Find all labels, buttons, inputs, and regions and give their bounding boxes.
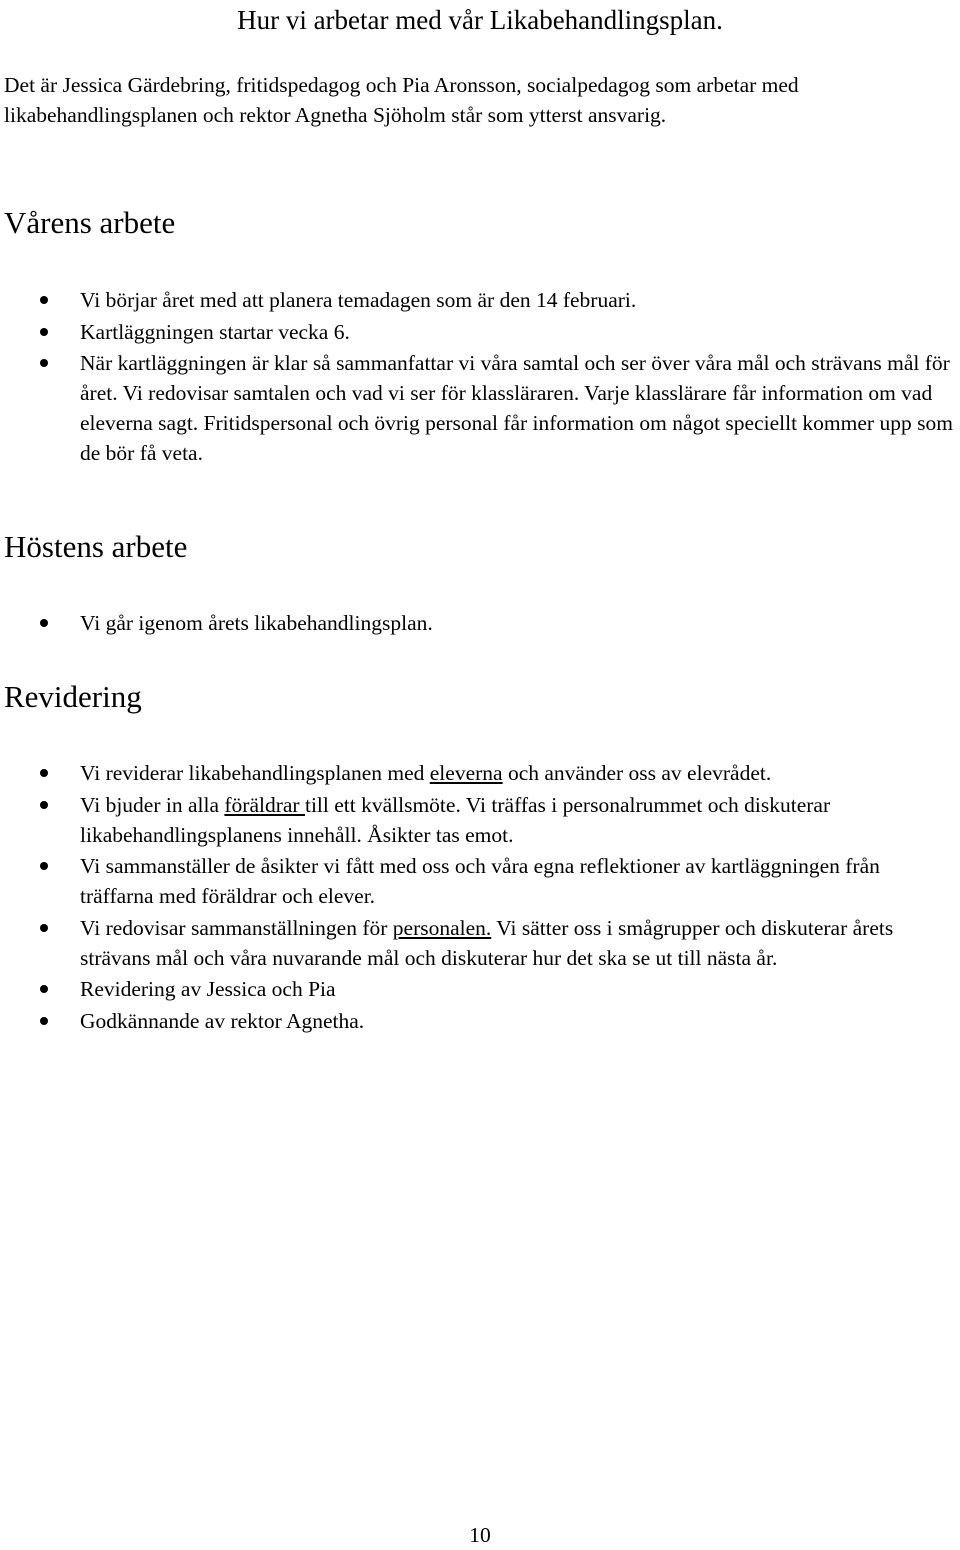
intro-paragraph: Det är Jessica Gärdebring, fritidspedagog och Pia Aronsson, socialpedagog som arbetar med likabehandlingsplanen och rektor Agnetha Sjöholm står som ytterst ansvarig. (4, 73, 799, 127)
revidering-list (0, 758, 960, 1037)
list-item: Vi redovisar sammanställningen för personalen. Vi sätter oss i smågrupper och diskuterar årets strävans mål och våra nuvarande mål och diskuterar hur det ska se ut till nästa år. (0, 913, 960, 973)
bullet-icon (40, 924, 48, 932)
foraldrar-link[interactable]: föräldrar (224, 792, 305, 817)
list-item: Kartläggningen startar vecka 6. (0, 317, 960, 347)
list-item: Vi sammanställer de åsikter vi fått med oss och våra egna reflektioner av kartläggningen från träffarna med föräldrar och elever. (0, 851, 960, 911)
list-item: Godkännande av rektor Agnetha. (0, 1006, 960, 1036)
heading-varens-arbete: Vårens arbete (4, 205, 176, 240)
page-number: 10 (469, 1523, 491, 1547)
heading-hostens-arbete: Höstens arbete (4, 529, 188, 564)
bullet-icon (40, 296, 48, 304)
list-item: Revidering av Jessica och Pia (0, 974, 960, 1004)
varens-list (0, 285, 960, 470)
bullet-icon (40, 1017, 48, 1025)
personalen-link[interactable]: personalen. (392, 915, 492, 940)
list-item: När kartläggningen är klar så sammanfattar vi våra samtal och ser över våra mål och strävans mål för året. Vi redovisar samtalen och vad vi ser för klassläraren. Varje klasslärare får information om vad eleverna sagt. Fritidspersonal och övrig personal får information om något speciellt kommer upp som de bör få veta. (0, 348, 960, 468)
eleverna-link[interactable]: eleverna (429, 761, 503, 785)
page-title: Hur vi arbetar med vår Likabehandlingsplan. (237, 5, 723, 35)
hostens-list (0, 608, 960, 640)
bullet-icon (40, 619, 48, 627)
list-item: Vi börjar året med att planera temadagen som är den 14 februari. (0, 285, 960, 315)
bullet-icon (40, 328, 48, 336)
bullet-icon (40, 359, 48, 367)
bullet-icon (40, 862, 48, 870)
bullet-icon (40, 801, 48, 809)
heading-revidering: Revidering (4, 679, 142, 714)
bullet-icon (40, 769, 48, 777)
bullet-icon (40, 985, 48, 993)
list-item: Vi går igenom årets likabehandlingsplan. (0, 608, 960, 638)
list-item: Vi reviderar likabehandlingsplanen med eleverna och använder oss av elevrådet. (0, 758, 960, 788)
list-item: Vi bjuder in alla föräldrar till ett kvällsmöte. Vi träffas i personalrummet och diskuterar likabehandlingsplanens innehåll. Åsikter tas emot. (0, 790, 960, 850)
